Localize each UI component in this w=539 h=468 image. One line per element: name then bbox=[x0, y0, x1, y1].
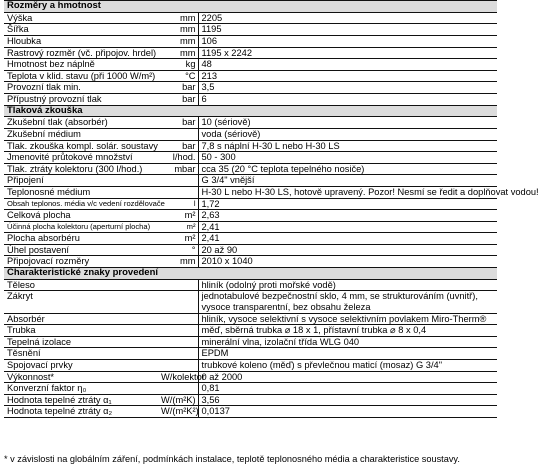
table-row bbox=[4, 12, 497, 24]
row-value: 10 (sériově) bbox=[198, 117, 497, 129]
row-label: Přípustný provozní tlak bbox=[4, 93, 158, 105]
table-row bbox=[4, 291, 497, 313]
row-value: hliník (odolný proti mořské vodě) bbox=[198, 279, 497, 291]
row-label: Hodnota tepelné ztráty α₂ bbox=[4, 406, 158, 418]
table-row bbox=[4, 256, 497, 268]
table-row bbox=[4, 198, 497, 210]
row-label: Trubka bbox=[4, 325, 158, 337]
row-label: Úhel postavení bbox=[4, 244, 158, 256]
row-value: 0,0137 bbox=[198, 406, 497, 418]
row-label: Teplota v klid. stavu (při 1000 W/m²) bbox=[4, 70, 158, 82]
section-title: Tlaková zkouška bbox=[4, 105, 497, 117]
table-row bbox=[4, 244, 497, 256]
row-unit: bar bbox=[158, 140, 198, 152]
row-label: Zkušební tlak (absorbér) bbox=[4, 117, 158, 129]
row-value: 48 bbox=[198, 59, 497, 71]
row-unit: W/kolektor bbox=[158, 371, 198, 383]
table-row bbox=[4, 70, 497, 82]
row-value: 1,72 bbox=[198, 198, 497, 210]
table-row bbox=[4, 336, 497, 348]
row-label: Výška bbox=[4, 12, 158, 24]
row-label: Hodnota tepelné ztráty α₁ bbox=[4, 394, 158, 406]
row-unit: m² bbox=[158, 233, 198, 245]
row-label: Zákryt bbox=[4, 291, 158, 313]
row-value: minerální vlna, izolační třída WLG 040 bbox=[198, 336, 497, 348]
row-value: 2,41 bbox=[198, 221, 497, 233]
row-value: 1195 bbox=[198, 24, 497, 36]
row-unit: ° bbox=[158, 244, 198, 256]
row-value: jednotabulové bezpečnostní sklo, 4 mm, se strukturováním (uvnitř), vysoce transparentní, bez obsahu železa bbox=[198, 291, 497, 313]
table-row bbox=[4, 233, 497, 245]
table-row bbox=[4, 152, 497, 164]
row-value: 6 bbox=[198, 93, 497, 105]
row-label: Provozní tlak min. bbox=[4, 82, 158, 94]
row-value: 0 až 2000 bbox=[198, 371, 497, 383]
row-unit: mm bbox=[158, 47, 198, 59]
table-row bbox=[4, 279, 497, 291]
footnote: * v závislosti na globálním záření, podmínkách instalace, teplotě teplonosného média a charakteristice soustavy. bbox=[4, 454, 460, 464]
section-title: Rozměry a hmotnost bbox=[4, 1, 497, 13]
table-row bbox=[4, 35, 497, 47]
row-value: 213 bbox=[198, 70, 497, 82]
row-label: Připojovací rozměry bbox=[4, 256, 158, 268]
spec-table-body bbox=[4, 0, 539, 418]
table-row bbox=[4, 371, 497, 383]
row-value: měď, sběrná trubka ⌀ 18 x 1, přístavní trubka ⌀ 8 x 0,4 bbox=[198, 325, 497, 337]
row-value: 50 - 300 bbox=[198, 152, 497, 164]
section-header bbox=[4, 1, 497, 13]
table-row bbox=[4, 221, 497, 233]
row-label: Šířka bbox=[4, 24, 158, 36]
row-label: Teplonosné médium bbox=[4, 186, 158, 198]
table-row bbox=[4, 325, 497, 337]
row-unit bbox=[158, 279, 198, 291]
row-unit bbox=[158, 291, 198, 313]
row-unit: °C bbox=[158, 70, 198, 82]
table-row bbox=[4, 82, 497, 94]
section-header bbox=[4, 105, 497, 117]
row-unit: mm bbox=[158, 256, 198, 268]
row-value: trubkové koleno (měď) s převlečnou maticí (mosaz) G 3/4" bbox=[198, 360, 497, 372]
row-unit bbox=[158, 313, 198, 325]
row-value: G 3/4" vnější bbox=[198, 175, 497, 187]
row-unit: mbar bbox=[158, 163, 198, 175]
row-unit bbox=[158, 336, 198, 348]
row-label: Hloubka bbox=[4, 35, 158, 47]
table-row bbox=[4, 394, 497, 406]
row-label: Jmenovité průtokové množství bbox=[4, 152, 158, 164]
row-value: hliník, vysoce selektivní s vysoce selektivním povlakem Miro-Therm® bbox=[198, 313, 497, 325]
table-row bbox=[4, 140, 497, 152]
row-unit bbox=[158, 348, 198, 360]
row-label: Plocha absorbéru bbox=[4, 233, 158, 245]
row-label: Těleso bbox=[4, 279, 158, 291]
row-value: 0,81 bbox=[198, 383, 497, 395]
table-row bbox=[4, 163, 497, 175]
row-unit: bar bbox=[158, 82, 198, 94]
row-unit: l bbox=[158, 198, 198, 210]
row-value: 2,63 bbox=[198, 210, 497, 222]
row-unit: l/hod. bbox=[158, 152, 198, 164]
row-value: 2010 x 1040 bbox=[198, 256, 497, 268]
table-row bbox=[4, 59, 497, 71]
row-value: 106 bbox=[198, 35, 497, 47]
row-label: Připojení bbox=[4, 175, 158, 187]
row-value: 2205 bbox=[198, 12, 497, 24]
row-unit bbox=[158, 175, 198, 187]
row-unit bbox=[158, 186, 198, 198]
row-value: H-30 L nebo H-30 LS, hotově upravený. Pozor! Nesmí se ředit a doplňovat vodou! bbox=[198, 186, 497, 198]
row-label: Hmotnost bez náplně bbox=[4, 59, 158, 71]
row-unit: mm bbox=[158, 35, 198, 47]
row-unit bbox=[158, 383, 198, 395]
row-unit: W/(m²K) bbox=[158, 394, 198, 406]
row-label: Spojovací prvky bbox=[4, 360, 158, 372]
table-row bbox=[4, 117, 497, 129]
row-unit bbox=[158, 360, 198, 372]
table-row bbox=[4, 348, 497, 360]
row-label: Rastrový rozměr (vč. připojov. hrdel) bbox=[4, 47, 158, 59]
row-value: cca 35 (20 °C teplota tepelného nosiče) bbox=[198, 163, 497, 175]
table-row bbox=[4, 93, 497, 105]
row-value: 20 až 90 bbox=[198, 244, 497, 256]
row-value: 2,41 bbox=[198, 233, 497, 245]
table-row bbox=[4, 186, 497, 198]
row-label: Obsah teplonos. média v/c vedení rozdělovače bbox=[4, 198, 158, 210]
row-label: Celková plocha bbox=[4, 210, 158, 222]
row-unit: bar bbox=[158, 117, 198, 129]
row-unit bbox=[158, 325, 198, 337]
table-row bbox=[4, 360, 497, 372]
table-row bbox=[4, 383, 497, 395]
row-label: Tepelná izolace bbox=[4, 336, 158, 348]
table-row bbox=[4, 406, 497, 418]
row-label: Účinná plocha kolektoru (aperturní plocha) bbox=[4, 221, 158, 233]
row-value: 3,5 bbox=[198, 82, 497, 94]
spec-table bbox=[4, 0, 539, 418]
row-unit: kg bbox=[158, 59, 198, 71]
row-value: voda (sériově) bbox=[198, 128, 497, 140]
row-value: 3,56 bbox=[198, 394, 497, 406]
row-label: Konverzní faktor η₀ bbox=[4, 383, 158, 395]
table-row bbox=[4, 313, 497, 325]
table-row bbox=[4, 210, 497, 222]
row-unit: m² bbox=[158, 221, 198, 233]
row-label: Absorbér bbox=[4, 313, 158, 325]
row-label: Výkonnost* bbox=[4, 371, 158, 383]
row-label: Těsnění bbox=[4, 348, 158, 360]
row-label: Tlak. ztráty kolektoru (300 l/hod.) bbox=[4, 163, 158, 175]
table-row bbox=[4, 128, 497, 140]
row-unit: bar bbox=[158, 93, 198, 105]
table-row bbox=[4, 175, 497, 187]
row-unit: mm bbox=[158, 24, 198, 36]
row-unit: mm bbox=[158, 12, 198, 24]
row-value: 1195 x 2242 bbox=[198, 47, 497, 59]
row-unit: m² bbox=[158, 210, 198, 222]
row-unit: W/(m²K²) bbox=[158, 406, 198, 418]
spec-sheet bbox=[4, 0, 539, 418]
row-value: 7,8 s náplní H-30 L nebo H-30 LS bbox=[198, 140, 497, 152]
table-row bbox=[4, 47, 497, 59]
row-unit bbox=[158, 128, 198, 140]
row-label: Tlak. zkouška kompl. solár. soustavy bbox=[4, 140, 158, 152]
section-header bbox=[4, 268, 497, 280]
section-title: Charakteristické znaky provedení bbox=[4, 268, 497, 280]
row-value: EPDM bbox=[198, 348, 497, 360]
row-label: Zkušební médium bbox=[4, 128, 158, 140]
table-row bbox=[4, 24, 497, 36]
